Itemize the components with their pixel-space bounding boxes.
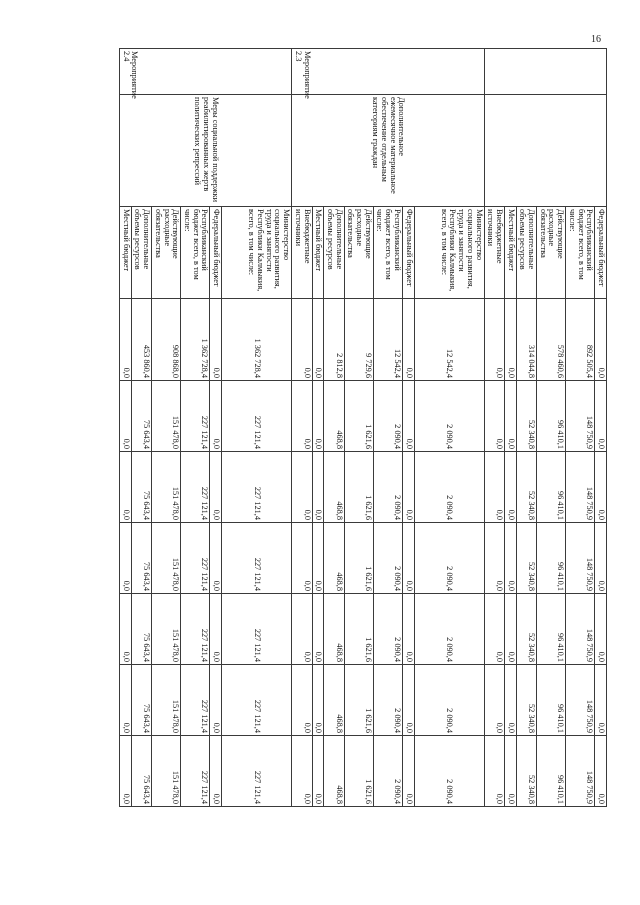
funding-source-cell: Дополнительные объемы ресурсов (324, 207, 344, 299)
budget-table-body (120, 49, 607, 879)
total-amount-cell: 578 460,6 (537, 299, 566, 381)
year-amount-cell: 52 340,8 (516, 452, 536, 523)
funding-source-cell: Дополнительные объемы ресурсов (516, 207, 536, 299)
year-amount-cell: 227 121,4 (181, 665, 210, 736)
total-amount-cell: 908 868,0 (152, 299, 181, 381)
year-amount-cell: 0,0 (484, 452, 504, 523)
year-amount-cell: 2 090,4 (373, 381, 402, 452)
year-amount-cell: 0,0 (120, 594, 132, 665)
year-amount-cell: 1 621,6 (344, 594, 373, 665)
funding-source-cell: Действующие расходные обязательства (537, 207, 566, 299)
funding-source-cell: Республиканский бюджет всего, в том числе: (373, 207, 402, 299)
total-amount-cell: 0,0 (312, 299, 324, 381)
funding-source-cell: Местный бюджет (504, 207, 516, 299)
funding-source-cell: Федеральный бюджет (402, 207, 414, 299)
year-amount-cell: 227 121,4 (181, 594, 210, 665)
total-amount-cell: 0,0 (210, 299, 222, 381)
year-amount-cell: 0,0 (402, 523, 414, 594)
year-amount-cell: 148 750,9 (566, 381, 595, 452)
year-amount-cell: 75 643,4 (131, 452, 151, 523)
year-amount-cell: 52 340,8 (516, 381, 536, 452)
table-row (414, 49, 484, 879)
total-amount-cell: 0,0 (292, 299, 312, 381)
year-amount-cell: 0,0 (120, 736, 132, 807)
year-amount-cell: 0,0 (595, 594, 607, 665)
year-amount-cell: 0,0 (210, 381, 222, 452)
budget-table (119, 48, 607, 879)
year-amount-cell: 0,0 (210, 736, 222, 807)
year-amount-cell: 2 090,4 (414, 665, 484, 736)
year-amount-cell: 0,0 (402, 665, 414, 736)
funding-source-cell: Федеральный бюджет (210, 207, 222, 299)
total-amount-cell: 2 812,8 (324, 299, 344, 381)
activity-name-cell: Дополнительное ежемесячное материальное обеспечение отдельным категориям граждан (292, 95, 484, 207)
year-amount-cell: 0,0 (292, 665, 312, 736)
year-amount-cell: 2 090,4 (414, 523, 484, 594)
year-amount-cell: 52 340,8 (516, 736, 536, 807)
year-amount-cell: 96 410,1 (537, 381, 566, 452)
year-amount-cell: 52 340,8 (516, 594, 536, 665)
year-amount-cell: 0,0 (292, 594, 312, 665)
year-amount-cell: 0,0 (484, 736, 504, 807)
year-amount-cell: 0,0 (210, 665, 222, 736)
year-amount-cell: 52 340,8 (516, 665, 536, 736)
year-amount-cell: 227 121,4 (222, 736, 292, 807)
year-amount-cell: 227 121,4 (222, 381, 292, 452)
year-amount-cell: 2 090,4 (414, 736, 484, 807)
year-amount-cell: 468,8 (324, 452, 344, 523)
year-amount-cell: 75 643,4 (131, 665, 151, 736)
funding-source-cell: Местный бюджет (312, 207, 324, 299)
year-amount-cell: 468,8 (324, 665, 344, 736)
year-amount-cell: 0,0 (402, 452, 414, 523)
year-amount-cell: 151 478,0 (152, 523, 181, 594)
year-amount-cell: 151 478,0 (152, 594, 181, 665)
total-amount-cell: 0,0 (504, 299, 516, 381)
total-amount-cell: 0,0 (402, 299, 414, 381)
year-amount-cell: 1 621,6 (344, 665, 373, 736)
total-amount-cell: 12 542,4 (373, 299, 402, 381)
year-amount-cell: 227 121,4 (181, 736, 210, 807)
year-amount-cell: 0,0 (210, 452, 222, 523)
year-amount-cell: 0,0 (484, 523, 504, 594)
year-amount-cell: 0,0 (120, 452, 132, 523)
year-amount-cell: 1 621,6 (344, 381, 373, 452)
year-amount-cell: 0,0 (504, 452, 516, 523)
year-amount-cell: 0,0 (504, 665, 516, 736)
total-amount-cell: 12 542,4 (414, 299, 484, 381)
year-amount-cell: 1 621,6 (344, 452, 373, 523)
funding-source-cell: Дополнительные объемы ресурсов (131, 207, 151, 299)
year-amount-cell: 0,0 (312, 665, 324, 736)
year-amount-cell: 0,0 (484, 381, 504, 452)
year-amount-cell: 151 478,0 (152, 736, 181, 807)
activity-code-cell (484, 49, 606, 95)
year-amount-cell: 2 090,4 (414, 452, 484, 523)
year-amount-cell: 0,0 (312, 381, 324, 452)
year-amount-cell: 227 121,4 (181, 381, 210, 452)
year-amount-cell: 0,0 (504, 523, 516, 594)
rotated-table-container (119, 48, 607, 879)
year-amount-cell: 151 478,0 (152, 381, 181, 452)
year-amount-cell: 0,0 (504, 594, 516, 665)
year-amount-cell: 0,0 (120, 523, 132, 594)
year-amount-cell: 75 643,4 (131, 523, 151, 594)
funding-source-cell: Действующие расходные обязательства (344, 207, 373, 299)
year-amount-cell: 1 621,6 (344, 736, 373, 807)
year-amount-cell: 468,8 (324, 594, 344, 665)
year-amount-cell: 0,0 (292, 452, 312, 523)
total-amount-cell: 9 729,6 (344, 299, 373, 381)
year-amount-cell: 2 090,4 (373, 452, 402, 523)
year-amount-cell: 75 643,4 (131, 594, 151, 665)
year-amount-cell: 2 090,4 (373, 594, 402, 665)
year-amount-cell: 227 121,4 (222, 594, 292, 665)
year-amount-cell: 96 410,1 (537, 736, 566, 807)
year-amount-cell: 0,0 (595, 452, 607, 523)
total-amount-cell: 1 362 728,4 (222, 299, 292, 381)
year-amount-cell: 0,0 (312, 452, 324, 523)
funding-source-cell: Федеральный бюджет (595, 207, 607, 299)
year-amount-cell: 0,0 (504, 381, 516, 452)
year-amount-cell: 75 643,4 (131, 736, 151, 807)
year-amount-cell: 0,0 (402, 381, 414, 452)
year-amount-cell: 148 750,9 (566, 523, 595, 594)
funding-source-cell: Внебюджетные источники (292, 207, 312, 299)
total-amount-cell: 0,0 (484, 299, 504, 381)
funding-source-cell: Республиканский бюджет всего, в том числе: (181, 207, 210, 299)
year-amount-cell: 0,0 (120, 381, 132, 452)
activity-name-cell (484, 95, 606, 207)
year-amount-cell: 0,0 (402, 736, 414, 807)
funding-source-cell: Министерство социального развития, труда и занятости Республики Калмыкия, всего, в том числе: (222, 207, 292, 299)
page-number: 16 (591, 34, 601, 45)
year-amount-cell: 0,0 (484, 665, 504, 736)
year-amount-cell: 227 121,4 (181, 523, 210, 594)
year-amount-cell: 0,0 (292, 736, 312, 807)
year-amount-cell: 151 478,0 (152, 452, 181, 523)
total-amount-cell: 453 860,4 (131, 299, 151, 381)
year-amount-cell: 96 410,1 (537, 665, 566, 736)
year-amount-cell: 0,0 (312, 594, 324, 665)
table-row (222, 49, 292, 879)
year-amount-cell: 227 121,4 (181, 452, 210, 523)
total-amount-cell: 892 505,4 (566, 299, 595, 381)
year-amount-cell: 468,8 (324, 736, 344, 807)
total-amount-cell: 1 362 728,4 (181, 299, 210, 381)
year-amount-cell: 96 410,1 (537, 594, 566, 665)
table-row (595, 49, 607, 879)
activity-code-cell: Мероприятие 2.3 (292, 49, 484, 95)
year-amount-cell: 0,0 (402, 594, 414, 665)
year-amount-cell: 227 121,4 (222, 523, 292, 594)
year-amount-cell: 0,0 (210, 594, 222, 665)
year-amount-cell: 151 478,0 (152, 665, 181, 736)
funding-source-cell: Министерство социального развития, труда и занятости Республики Калмыкия, всего, в том числе: (414, 207, 484, 299)
year-amount-cell: 0,0 (120, 665, 132, 736)
funding-source-cell: Местный бюджет (120, 207, 132, 299)
year-amount-cell: 468,8 (324, 381, 344, 452)
activity-code-cell: Мероприятие 2.4 (120, 49, 292, 95)
year-amount-cell: 96 410,1 (537, 523, 566, 594)
year-amount-cell: 2 090,4 (373, 736, 402, 807)
year-amount-cell: 0,0 (312, 523, 324, 594)
activity-name-cell: Меры социальной поддержки реабилитированных жертв политических репрессий (120, 95, 292, 207)
year-amount-cell: 2 090,4 (373, 665, 402, 736)
funding-source-cell: Республиканский бюджет всего, в том числе: (566, 207, 595, 299)
year-amount-cell: 468,8 (324, 523, 344, 594)
year-amount-cell: 148 750,9 (566, 736, 595, 807)
funding-source-cell: Действующие расходные обязательства (152, 207, 181, 299)
year-amount-cell: 148 750,9 (566, 665, 595, 736)
year-amount-cell: 2 090,4 (373, 523, 402, 594)
year-amount-cell: 0,0 (504, 736, 516, 807)
funding-source-cell: Внебюджетные источники (484, 207, 504, 299)
year-amount-cell: 0,0 (595, 381, 607, 452)
year-amount-cell: 1 621,6 (344, 523, 373, 594)
year-amount-cell: 0,0 (292, 523, 312, 594)
year-amount-cell: 227 121,4 (222, 452, 292, 523)
year-amount-cell: 227 121,4 (222, 665, 292, 736)
year-amount-cell: 52 340,8 (516, 523, 536, 594)
total-amount-cell: 314 044,8 (516, 299, 536, 381)
year-amount-cell: 2 090,4 (414, 381, 484, 452)
year-amount-cell: 148 750,9 (566, 594, 595, 665)
year-amount-cell: 0,0 (595, 665, 607, 736)
year-amount-cell: 0,0 (595, 736, 607, 807)
year-amount-cell: 0,0 (312, 736, 324, 807)
year-amount-cell: 0,0 (484, 594, 504, 665)
year-amount-cell: 96 410,1 (537, 452, 566, 523)
year-amount-cell: 0,0 (210, 523, 222, 594)
year-amount-cell: 0,0 (292, 381, 312, 452)
year-amount-cell: 2 090,4 (414, 594, 484, 665)
total-amount-cell: 0,0 (120, 299, 132, 381)
total-amount-cell: 0,0 (595, 299, 607, 381)
year-amount-cell: 75 643,4 (131, 381, 151, 452)
year-amount-cell: 148 750,9 (566, 452, 595, 523)
year-amount-cell: 0,0 (595, 523, 607, 594)
